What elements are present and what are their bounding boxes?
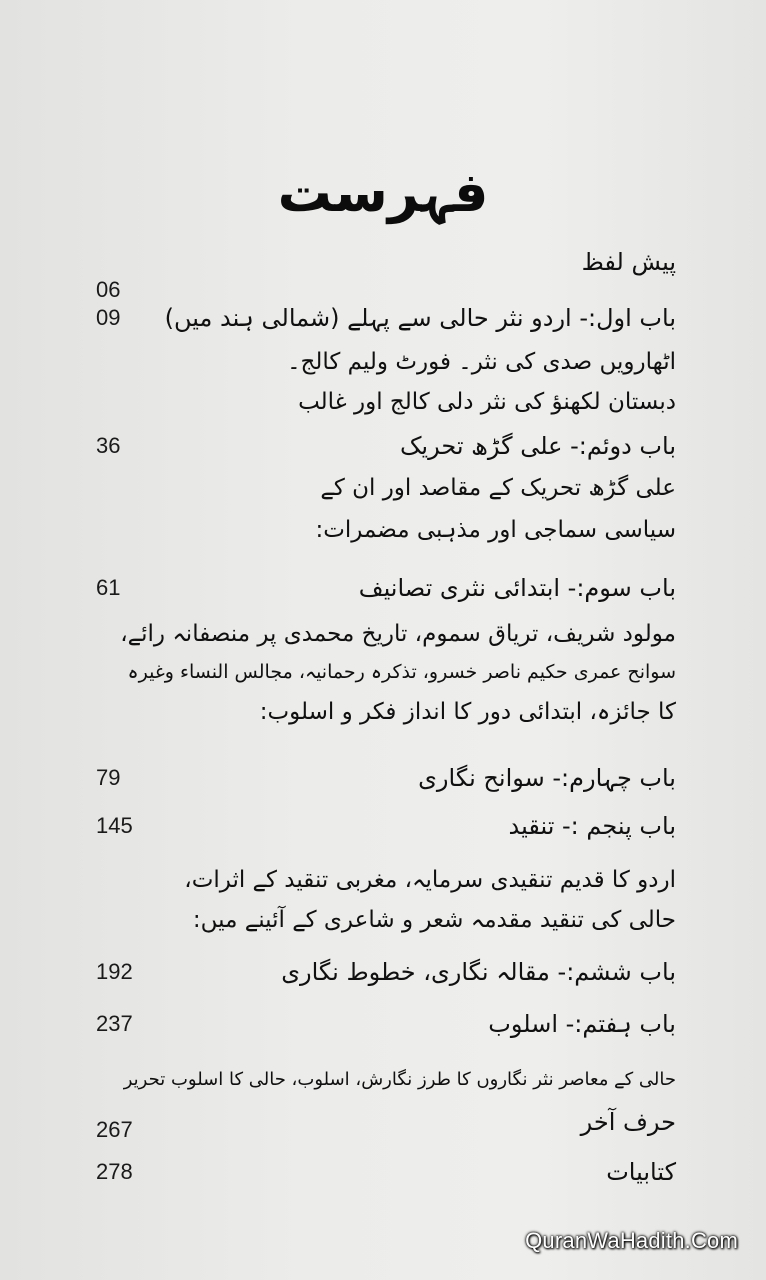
toc-entry xyxy=(96,950,676,994)
toc-entry-title: باب دوئم:- علی گڑھ تحریک xyxy=(399,432,676,460)
toc-entry xyxy=(96,898,676,942)
toc-entry-title: حالی کی تنقید مقدمہ شعر و شاعری کے آئینے میں: xyxy=(192,907,676,933)
toc-entry-title: پیش لفظ xyxy=(581,248,676,276)
toc-entry-title: حالی کے معاصر نثر نگاروں کا طرز نگارش، اسلوب، حالی کا اسلوب تحریر xyxy=(123,1069,676,1090)
toc-entry-title: سیاسی سماجی اور مذہبی مضمرات: xyxy=(315,517,676,543)
toc-entry-title: باب چہارم:- سوانح نگاری xyxy=(418,764,676,792)
toc-entry xyxy=(96,1058,676,1102)
toc-entry-title: کتابیات xyxy=(606,1158,676,1186)
toc-page-number: 278 xyxy=(96,1159,133,1184)
toc-entry-title: اٹھارویں صدی کی نثر۔ فورٹ ولیم کالج۔ xyxy=(287,349,676,375)
toc-entry-title: حرف آخر xyxy=(580,1108,676,1136)
toc-page-number: 09 xyxy=(96,305,121,330)
toc-entry-title: باب ہفتم:- اسلوب xyxy=(488,1010,676,1038)
toc-entry xyxy=(96,1108,676,1152)
toc-entry xyxy=(96,690,676,734)
toc-entry-title: سوانح عمری حکیم ناصر خسرو، تذکرہ رحمانیہ، مجالس النساء وغیرہ xyxy=(127,661,676,683)
site-watermark: QuranWaHadith.Com xyxy=(525,1228,738,1253)
page-title: فہرست xyxy=(277,161,489,224)
toc-entry-title: باب ششم:- مقالہ نگاری، خطوط نگاری xyxy=(281,958,676,986)
toc-page-number: 237 xyxy=(96,1011,133,1036)
toc-page-number: 36 xyxy=(96,433,121,458)
toc-entry xyxy=(96,1150,676,1194)
toc-entry-title: دبستان لکھنؤ کی نثر دلی کالج اور غالب xyxy=(298,389,676,415)
toc-page-number: 79 xyxy=(96,765,121,790)
toc-entry-title: مولود شریف، تریاق سموم، تاریخ محمدی پر منصفانہ رائے، xyxy=(120,621,676,647)
toc-page-number: 06 xyxy=(96,277,121,302)
toc-entry-title: باب پنجم :- تنقید xyxy=(508,812,676,840)
toc-page-number: 61 xyxy=(96,575,121,600)
toc-entry xyxy=(96,296,676,340)
toc-entry xyxy=(96,804,676,848)
toc-entry-title: اردو کا قدیم تنقیدی سرمایہ، مغربی تنقید کے اثرات، xyxy=(184,867,676,893)
toc-entry xyxy=(96,858,676,902)
toc-entry xyxy=(96,1002,676,1046)
toc-entry-title: کا جائزہ، ابتدائی دور کا انداز فکر و اسلوب: xyxy=(259,699,676,725)
toc-entry xyxy=(96,508,676,552)
toc-entry xyxy=(96,380,676,424)
toc-page-number: 192 xyxy=(96,959,133,984)
toc-entry-title: باب سوم:- ابتدائی نثری تصانیف xyxy=(358,574,676,602)
toc-page-number: 145 xyxy=(96,813,133,838)
toc-entry xyxy=(96,424,676,468)
toc-entry xyxy=(96,756,676,800)
toc-entry xyxy=(96,340,676,384)
toc-page-number: 267 xyxy=(96,1117,133,1142)
toc-entry-title: علی گڑھ تحریک کے مقاصد اور ان کے xyxy=(320,475,676,501)
toc-entry xyxy=(96,650,676,694)
toc-entry xyxy=(96,566,676,610)
toc-entry xyxy=(96,466,676,510)
toc-entry-title: باب اول:- اردو نثر حالی سے پہلے (شمالی ہند میں) xyxy=(164,304,676,332)
